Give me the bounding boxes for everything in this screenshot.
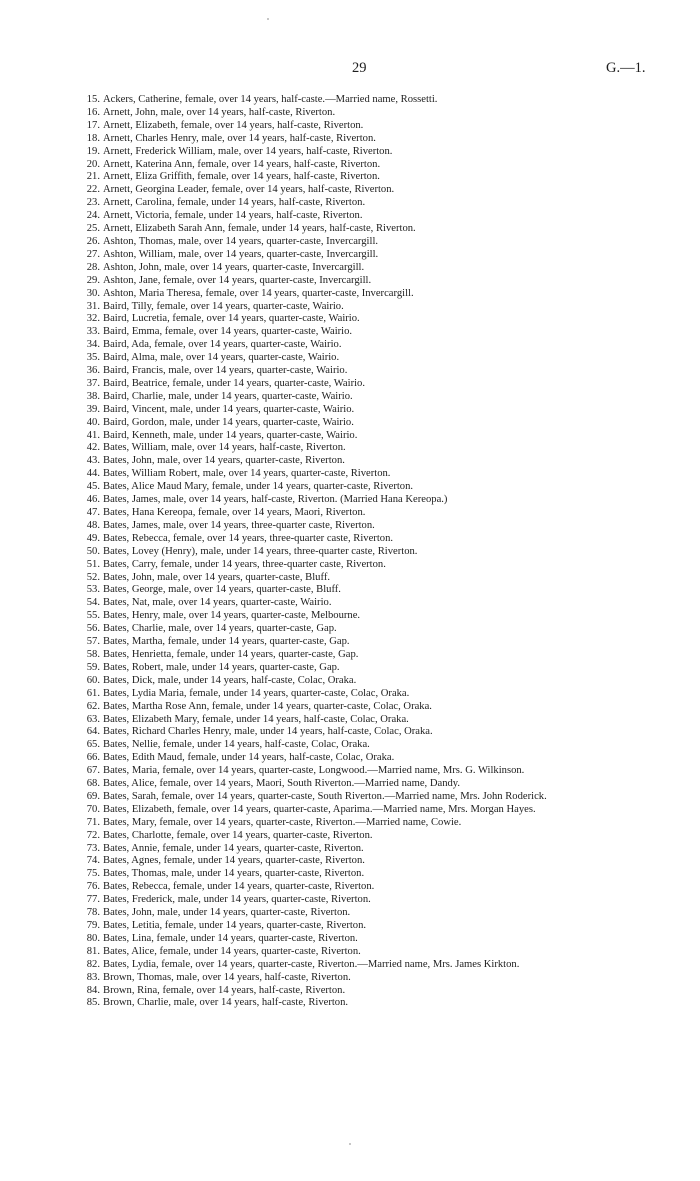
list-item	[76, 701, 682, 714]
list-item	[76, 442, 682, 455]
entry-text: Bates, Alice, female, over 14 years, Maori, South Riverton.—Married name, Dandy.	[103, 778, 461, 790]
list-item	[76, 907, 682, 920]
list-item	[76, 468, 682, 481]
entry-number: 61.	[86, 687, 100, 699]
entry-text: Arnett, Eliza Griffith, female, over 14 years, half-caste, Riverton.	[103, 171, 380, 183]
page-number: 29	[352, 60, 367, 76]
list-item	[76, 288, 682, 301]
list-item	[76, 765, 682, 778]
entry-number: 39.	[86, 403, 100, 415]
list-item	[76, 507, 682, 520]
entry-text: Bates, Annie, female, under 14 years, quarter-caste, Riverton.	[103, 842, 364, 854]
entry-number: 82.	[86, 958, 100, 970]
entry-text: Baird, Tilly, female, over 14 years, quarter-caste, Wairio.	[103, 300, 344, 312]
list-item	[76, 313, 682, 326]
entry-text: Bates, James, male, over 14 years, three-quarter caste, Riverton.	[103, 519, 375, 531]
entry-text: Baird, Ada, female, over 14 years, quarter-caste, Wairio.	[103, 339, 342, 351]
list-item	[76, 843, 682, 856]
list-item	[76, 739, 682, 752]
list-item	[76, 146, 682, 159]
list-item	[76, 714, 682, 727]
entry-text: Baird, Beatrice, female, under 14 years, quarter-caste, Wairio.	[103, 377, 365, 389]
list-item	[76, 933, 682, 946]
list-item	[76, 171, 682, 184]
entry-text: Bates, Hana Kereopa, female, over 14 years, Maori, Riverton.	[103, 507, 366, 518]
list-item	[76, 675, 682, 688]
list-item	[76, 391, 682, 404]
list-item	[76, 623, 682, 636]
entry-text: Arnett, Charles Henry, male, over 14 years, half-caste, Riverton.	[103, 132, 376, 144]
entry-text: Bates, John, male, over 14 years, quarter-caste, Bluff.	[103, 571, 330, 583]
list-item	[76, 197, 682, 210]
entry-text: Bates, Nellie, female, under 14 years, half-caste, Colac, Oraka.	[103, 739, 370, 751]
entry-text: Baird, Emma, female, over 14 years, quarter-caste, Wairio.	[103, 326, 353, 338]
register-list	[76, 94, 682, 1010]
entry-text: Bates, John, male, under 14 years, quarter-caste, Riverton.	[103, 907, 351, 919]
scan-speck	[349, 1143, 351, 1145]
list-item	[76, 972, 682, 985]
entry-number: 62.	[86, 700, 100, 712]
list-item	[76, 365, 682, 378]
list-item	[76, 778, 682, 791]
entry-number: 54.	[86, 597, 100, 609]
entry-number: 80.	[86, 932, 100, 944]
list-item	[76, 326, 682, 339]
entry-text: Arnett, Katerina Ann, female, over 14 years, half-caste, Riverton.	[103, 158, 381, 170]
entry-text: Bates, Henry, male, over 14 years, quarter-caste, Melbourne.	[103, 610, 361, 622]
entry-number: 58.	[86, 648, 100, 660]
entry-number: 50.	[86, 545, 100, 557]
entry-text: Ashton, John, male, over 14 years, quarter-caste, Invercargill.	[103, 261, 365, 273]
entry-number: 56.	[86, 623, 100, 635]
entry-text: Arnett, Georgina Leader, female, over 14 years, half-caste, Riverton.	[103, 184, 395, 196]
list-item	[76, 494, 682, 507]
entry-text: Arnett, Victoria, female, under 14 years, half-caste, Riverton.	[103, 210, 363, 222]
entry-number: 66.	[86, 752, 100, 764]
entry-number: 25.	[86, 223, 100, 235]
list-item	[76, 830, 682, 843]
entry-text: Bates, Mary, female, over 14 years, quarter-caste, Riverton.—Married name, Cowie.	[103, 816, 462, 828]
entry-number: 40.	[86, 416, 100, 428]
document-code: G.—1.	[606, 60, 646, 76]
list-item	[76, 378, 682, 391]
entry-text: Bates, Edith Maud, female, under 14 years, half-caste, Colac, Oraka.	[103, 752, 395, 764]
entry-text: Baird, Lucretia, female, over 14 years, quarter-caste, Wairio.	[103, 313, 360, 325]
entry-text: Bates, William, male, over 14 years, half-caste, Riverton.	[103, 442, 346, 454]
entry-number: 23.	[86, 197, 100, 209]
entry-text: Bates, Dick, male, under 14 years, half-caste, Colac, Oraka.	[103, 674, 357, 686]
entry-text: Brown, Thomas, male, over 14 years, half-caste, Riverton.	[103, 971, 351, 983]
list-item	[76, 597, 682, 610]
entry-text: Baird, Francis, male, over 14 years, quarter-caste, Wairio.	[103, 365, 348, 377]
list-item	[76, 184, 682, 197]
entry-text: Bates, James, male, over 14 years, half-caste, Riverton. (Married Hana Kereopa.)	[103, 494, 448, 506]
entry-text: Bates, John, male, over 14 years, quarter-caste, Riverton.	[103, 455, 345, 467]
entry-number: 42.	[86, 442, 100, 454]
entry-number: 22.	[86, 184, 100, 196]
list-item	[76, 662, 682, 675]
list-item	[76, 120, 682, 133]
list-item	[76, 262, 682, 275]
entry-number: 15.	[86, 94, 100, 105]
list-item	[76, 275, 682, 288]
entry-text: Bates, Thomas, male, under 14 years, quarter-caste, Riverton.	[103, 868, 365, 880]
list-item	[76, 726, 682, 739]
list-item	[76, 804, 682, 817]
entry-text: Bates, Henrietta, female, under 14 years, quarter-caste, Gap.	[103, 648, 359, 660]
entry-text: Bates, Agnes, female, under 14 years, quarter-caste, Riverton.	[103, 855, 365, 867]
entry-text: Bates, Frederick, male, under 14 years, quarter-caste, Riverton.	[103, 894, 371, 906]
list-item	[76, 352, 682, 365]
entry-number: 76.	[86, 881, 100, 893]
entry-number: 21.	[86, 171, 100, 183]
list-item	[76, 249, 682, 262]
entry-number: 74.	[86, 855, 100, 867]
entry-text: Bates, Sarah, female, over 14 years, quarter-caste, South Riverton.—Married name, Mrs. John Roderick.	[103, 790, 547, 802]
list-item	[76, 546, 682, 559]
list-item	[76, 688, 682, 701]
entry-number: 18.	[86, 132, 100, 144]
list-item	[76, 636, 682, 649]
entry-number: 64.	[86, 726, 100, 738]
entry-number: 81.	[86, 945, 100, 957]
entry-text: Bates, Alice Maud Mary, female, under 14 years, quarter-caste, Riverton.	[103, 481, 414, 493]
entry-number: 20.	[86, 158, 100, 170]
entry-text: Baird, Charlie, male, under 14 years, quarter-caste, Wairio.	[103, 390, 353, 402]
entry-number: 53.	[86, 584, 100, 596]
entry-text: Bates, Nat, male, over 14 years, quarter-caste, Wairio.	[103, 597, 332, 609]
entry-text: Bates, Lina, female, under 14 years, quarter-caste, Riverton.	[103, 932, 358, 944]
list-item	[76, 946, 682, 959]
entry-text: Bates, Lydia, female, over 14 years, quarter-caste, Riverton.—Married name, Mrs. James Kirkton.	[103, 958, 520, 970]
list-item	[76, 959, 682, 972]
entry-number: 49.	[86, 532, 100, 544]
entry-text: Baird, Kenneth, male, under 14 years, quarter-caste, Wairio.	[103, 429, 358, 441]
entry-number: 16.	[86, 106, 100, 118]
list-item	[76, 894, 682, 907]
list-item	[76, 133, 682, 146]
entry-number: 85.	[86, 997, 100, 1009]
entry-number: 65.	[86, 739, 100, 751]
entry-number: 33.	[86, 326, 100, 338]
list-item	[76, 559, 682, 572]
entry-number: 29.	[86, 274, 100, 286]
entry-number: 78.	[86, 907, 100, 919]
entry-text: Bates, George, male, over 14 years, quarter-caste, Bluff.	[103, 584, 341, 596]
entry-number: 55.	[86, 610, 100, 622]
entry-number: 72.	[86, 829, 100, 841]
list-item	[76, 404, 682, 417]
list-item	[76, 339, 682, 352]
entry-text: Bates, Maria, female, over 14 years, quarter-caste, Longwood.—Married name, Mrs. G. Wilkinson.	[103, 765, 525, 777]
entry-text: Bates, Martha Rose Ann, female, under 14 years, quarter-caste, Colac, Oraka.	[103, 700, 432, 712]
entry-text: Arnett, Elizabeth, female, over 14 years, half-caste, Riverton.	[103, 119, 364, 131]
entry-number: 70.	[86, 803, 100, 815]
entry-number: 52.	[86, 571, 100, 583]
entry-number: 24.	[86, 210, 100, 222]
entry-number: 68.	[86, 778, 100, 790]
list-item	[76, 223, 682, 236]
entry-text: Arnett, John, male, over 14 years, half-caste, Riverton.	[103, 106, 336, 118]
entry-number: 44.	[86, 468, 100, 480]
entry-number: 27.	[86, 248, 100, 260]
entry-text: Bates, Alice, female, under 14 years, quarter-caste, Riverton.	[103, 945, 361, 957]
entry-number: 60.	[86, 674, 100, 686]
scan-speck	[267, 18, 269, 20]
list-item	[76, 752, 682, 765]
list-item	[76, 236, 682, 249]
list-item	[76, 649, 682, 662]
entry-number: 67.	[86, 765, 100, 777]
list-item	[76, 520, 682, 533]
entry-text: Baird, Alma, male, over 14 years, quarter-caste, Wairio.	[103, 352, 340, 364]
list-item	[76, 817, 682, 830]
entry-number: 36.	[86, 365, 100, 377]
list-item	[76, 94, 682, 107]
list-item	[76, 881, 682, 894]
entry-text: Bates, Carry, female, under 14 years, three-quarter caste, Riverton.	[103, 558, 386, 570]
entry-text: Baird, Gordon, male, under 14 years, quarter-caste, Wairio.	[103, 416, 354, 428]
entry-text: Bates, Robert, male, under 14 years, quarter-caste, Gap.	[103, 661, 340, 673]
entry-number: 43.	[86, 455, 100, 467]
entry-text: Brown, Rina, female, over 14 years, half-caste, Riverton.	[103, 984, 346, 996]
entry-text: Bates, Rebecca, female, under 14 years, quarter-caste, Riverton.	[103, 881, 375, 893]
list-item	[76, 610, 682, 623]
entry-number: 47.	[86, 507, 100, 518]
entry-text: Ashton, William, male, over 14 years, quarter-caste, Invercargill.	[103, 248, 379, 260]
list-item	[76, 159, 682, 172]
entry-text: Bates, William Robert, male, over 14 years, quarter-caste, Riverton.	[103, 468, 391, 480]
entry-number: 77.	[86, 894, 100, 906]
list-item	[76, 210, 682, 223]
entry-number: 41.	[86, 429, 100, 441]
entry-text: Bates, Rebecca, female, over 14 years, three-quarter caste, Riverton.	[103, 532, 394, 544]
entry-text: Bates, Lydia Maria, female, under 14 years, quarter-caste, Colac, Oraka.	[103, 687, 410, 699]
entry-text: Ashton, Maria Theresa, female, over 14 years, quarter-caste, Invercargill.	[103, 287, 414, 299]
entry-number: 69.	[86, 790, 100, 802]
entry-number: 83.	[86, 971, 100, 983]
list-item	[76, 572, 682, 585]
entry-number: 63.	[86, 713, 100, 725]
entry-text: Ackers, Catherine, female, over 14 years, half-caste.—Married name, Rossetti.	[103, 94, 438, 105]
entry-number: 19.	[86, 145, 100, 157]
entry-text: Bates, Martha, female, under 14 years, quarter-caste, Gap.	[103, 636, 350, 648]
entry-number: 28.	[86, 261, 100, 273]
entry-number: 30.	[86, 287, 100, 299]
list-item	[76, 417, 682, 430]
entry-number: 34.	[86, 339, 100, 351]
list-item	[76, 481, 682, 494]
list-item	[76, 301, 682, 314]
entry-number: 32.	[86, 313, 100, 325]
entry-number: 84.	[86, 984, 100, 996]
entry-number: 31.	[86, 300, 100, 312]
list-item	[76, 455, 682, 468]
entry-text: Bates, Lovey (Henry), male, under 14 years, three-quarter caste, Riverton.	[103, 545, 418, 557]
entry-text: Brown, Charlie, male, over 14 years, half-caste, Riverton.	[103, 997, 349, 1009]
entry-number: 45.	[86, 481, 100, 493]
list-item	[76, 985, 682, 998]
entry-number: 37.	[86, 377, 100, 389]
entry-text: Bates, Letitia, female, under 14 years, quarter-caste, Riverton.	[103, 920, 367, 931]
entry-number: 51.	[86, 558, 100, 570]
entry-text: Arnett, Elizabeth Sarah Ann, female, under 14 years, half-caste, Riverton.	[103, 223, 416, 235]
entry-number: 48.	[86, 519, 100, 531]
entry-text: Arnett, Frederick William, male, over 14 years, half-caste, Riverton.	[103, 145, 393, 157]
entry-text: Bates, Elizabeth, female, over 14 years, quarter-caste, Aparima.—Married name, Mrs. Morgan Hayes.	[103, 803, 536, 815]
entry-text: Baird, Vincent, male, under 14 years, quarter-caste, Wairio.	[103, 403, 355, 415]
list-item	[76, 997, 682, 1010]
entry-text: Ashton, Jane, female, over 14 years, quarter-caste, Invercargill.	[103, 274, 372, 286]
entry-number: 59.	[86, 661, 100, 673]
list-item	[76, 430, 682, 443]
entry-number: 38.	[86, 390, 100, 402]
list-item	[76, 920, 682, 933]
list-item	[76, 791, 682, 804]
list-item	[76, 584, 682, 597]
list-item	[76, 868, 682, 881]
entry-number: 73.	[86, 842, 100, 854]
entry-number: 26.	[86, 235, 100, 247]
list-item	[76, 855, 682, 868]
entry-number: 35.	[86, 352, 100, 364]
list-item	[76, 107, 682, 120]
entry-text: Bates, Charlotte, female, over 14 years, quarter-caste, Riverton.	[103, 829, 373, 841]
entry-number: 17.	[86, 119, 100, 131]
entry-number: 71.	[86, 816, 100, 828]
entry-text: Bates, Richard Charles Henry, male, under 14 years, half-caste, Colac, Oraka.	[103, 726, 433, 738]
entry-number: 57.	[86, 636, 100, 648]
list-item	[76, 533, 682, 546]
entry-number: 46.	[86, 494, 100, 506]
entry-text: Bates, Elizabeth Mary, female, under 14 years, half-caste, Colac, Oraka.	[103, 713, 409, 725]
entry-text: Ashton, Thomas, male, over 14 years, quarter-caste, Invercargill.	[103, 235, 379, 247]
entry-text: Bates, Charlie, male, over 14 years, quarter-caste, Gap.	[103, 623, 337, 635]
entry-text: Arnett, Carolina, female, under 14 years, half-caste, Riverton.	[103, 197, 366, 209]
entry-number: 75.	[86, 868, 100, 880]
entry-number: 79.	[86, 920, 100, 931]
